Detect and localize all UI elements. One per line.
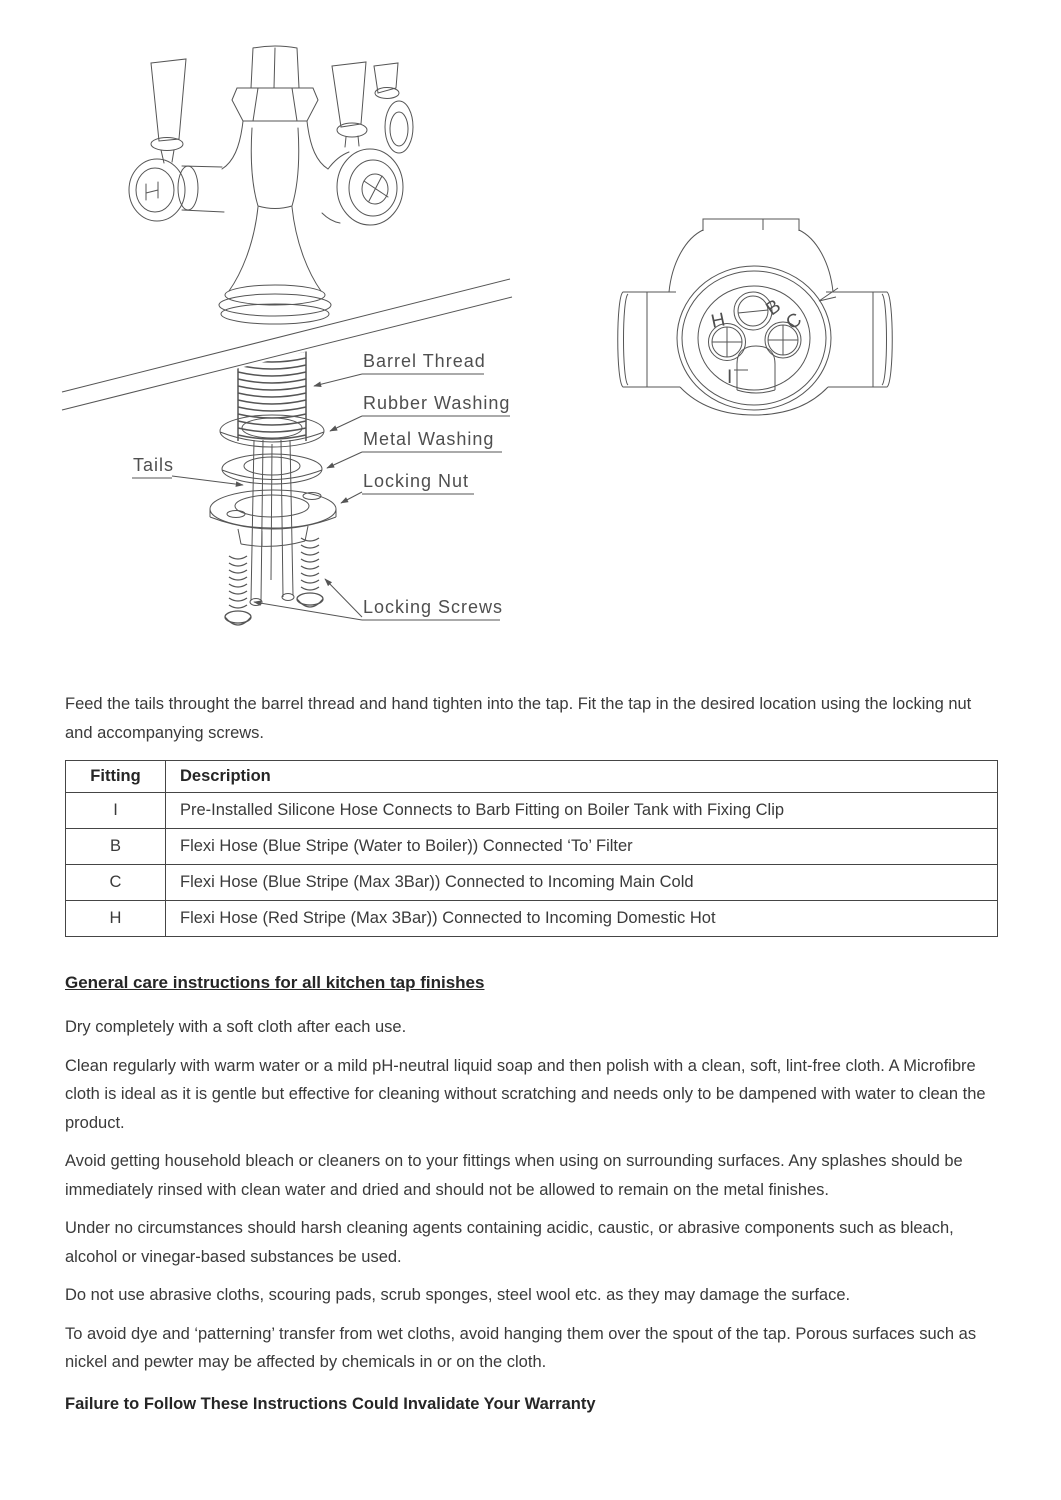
tap-line-drawing <box>129 46 413 324</box>
table-row <box>66 901 998 937</box>
tails-pipes <box>250 440 294 606</box>
fitting-cell: B <box>66 829 166 865</box>
barrel-thread-label: Barrel Thread <box>363 351 486 371</box>
part-labels <box>132 351 510 620</box>
barrel-thread-leader <box>314 374 362 386</box>
exploded-parts <box>210 344 336 625</box>
locking-nut-leader <box>341 492 362 503</box>
care-paragraph-dye-transfer: To avoid dye and ‘patterning’ transfer from wet cloths, avoid hanging them over the spout of the tap. Porous surfaces such as nickel and pewter may be affected by chemicals in or on the cloth. <box>65 1324 977 1371</box>
fittings-table <box>65 760 998 937</box>
barrel-thread <box>238 344 306 441</box>
intro-paragraph: Feed the tails throught the barrel thread and hand tighten into the tap. Fit the tap in the desired location using the locking nut and accompanying screws. <box>65 695 972 742</box>
table-row <box>66 829 998 865</box>
rubber-washing-label: Rubber Washing <box>363 393 511 413</box>
fitting-cell: C <box>66 865 166 901</box>
tails-leader <box>172 476 243 485</box>
table-row <box>66 793 998 829</box>
description-cell: Pre-Installed Silicone Hose Connects to Barb Fitting on Boiler Tank with Fixing Clip <box>166 793 998 829</box>
port-label-b: B <box>762 295 785 321</box>
countertop-lines <box>62 279 512 410</box>
fitting-cell: H <box>66 901 166 937</box>
locking-screws <box>225 538 323 625</box>
port-label-c: C <box>782 309 806 335</box>
tap-exploded-diagram <box>0 0 620 660</box>
care-section-heading: General care instructions for all kitchen tap finishes <box>65 973 485 992</box>
port-b <box>734 292 772 330</box>
port-i <box>734 346 775 393</box>
port-label-h: H <box>709 309 728 333</box>
care-paragraph-clean: Clean regularly with warm water or a mild pH-neutral liquid soap and then polish with a clean, soft, lint-free cloth. A Microfibre cloth is ideal as it is gentle but effective for cleaning without scratching and needs only to be dampened with water to clean the product. <box>65 1056 986 1132</box>
section-pointer <box>819 288 838 301</box>
description-cell: Flexi Hose (Blue Stripe (Max 3Bar)) Connected to Incoming Main Cold <box>166 865 998 901</box>
fitting-cell: I <box>66 793 166 829</box>
care-paragraph-harsh-agents: Under no circumstances should harsh cleaning agents containing acidic, caustic, or abrasive components such as bleach, alcohol or vinegar-based substances be used. <box>65 1219 954 1266</box>
description-cell: Flexi Hose (Blue Stripe (Water to Boiler)) Connected ‘To’ Filter <box>166 829 998 865</box>
table-header-row <box>66 761 998 793</box>
table-row <box>66 865 998 901</box>
tap-body-outline <box>618 219 893 415</box>
port-label-i: I <box>727 367 733 388</box>
metal-washing-label: Metal Washing <box>363 429 495 449</box>
tap-underside-diagram <box>615 210 915 425</box>
care-paragraph-bleach: Avoid getting household bleach or cleaners on to your fittings when using on surrounding surfaces. Any splashes should be immediately rinsed with clean water and dried and should not be allowed to remain on the metal finishes. <box>65 1152 963 1199</box>
installation-diagrams <box>0 0 1061 660</box>
document-body <box>0 690 1061 1418</box>
care-paragraph-abrasive: Do not use abrasive cloths, scouring pads, scrub sponges, steel wool etc. as they may damage the surface. <box>65 1286 851 1304</box>
underside-rings <box>677 266 838 410</box>
description-cell: Flexi Hose (Red Stripe (Max 3Bar)) Connected to Incoming Domestic Hot <box>166 901 998 937</box>
locking-nut-label: Locking Nut <box>363 471 470 491</box>
rubber-washer <box>220 415 324 447</box>
warranty-warning: Failure to Follow These Instructions Could Invalidate Your Warranty <box>65 1394 596 1413</box>
care-paragraph-dry: Dry completely with a soft cloth after each use. <box>65 1018 407 1036</box>
locking-screws-leader-right <box>325 579 362 617</box>
metal-washing-leader <box>327 452 362 468</box>
locking-nut <box>210 490 336 546</box>
tails-label: Tails <box>133 455 175 475</box>
description-column-header: Description <box>166 761 998 793</box>
locking-screws-label: Locking Screws <box>363 597 504 617</box>
rubber-washing-leader <box>330 416 362 431</box>
fitting-column-header: Fitting <box>66 761 166 793</box>
